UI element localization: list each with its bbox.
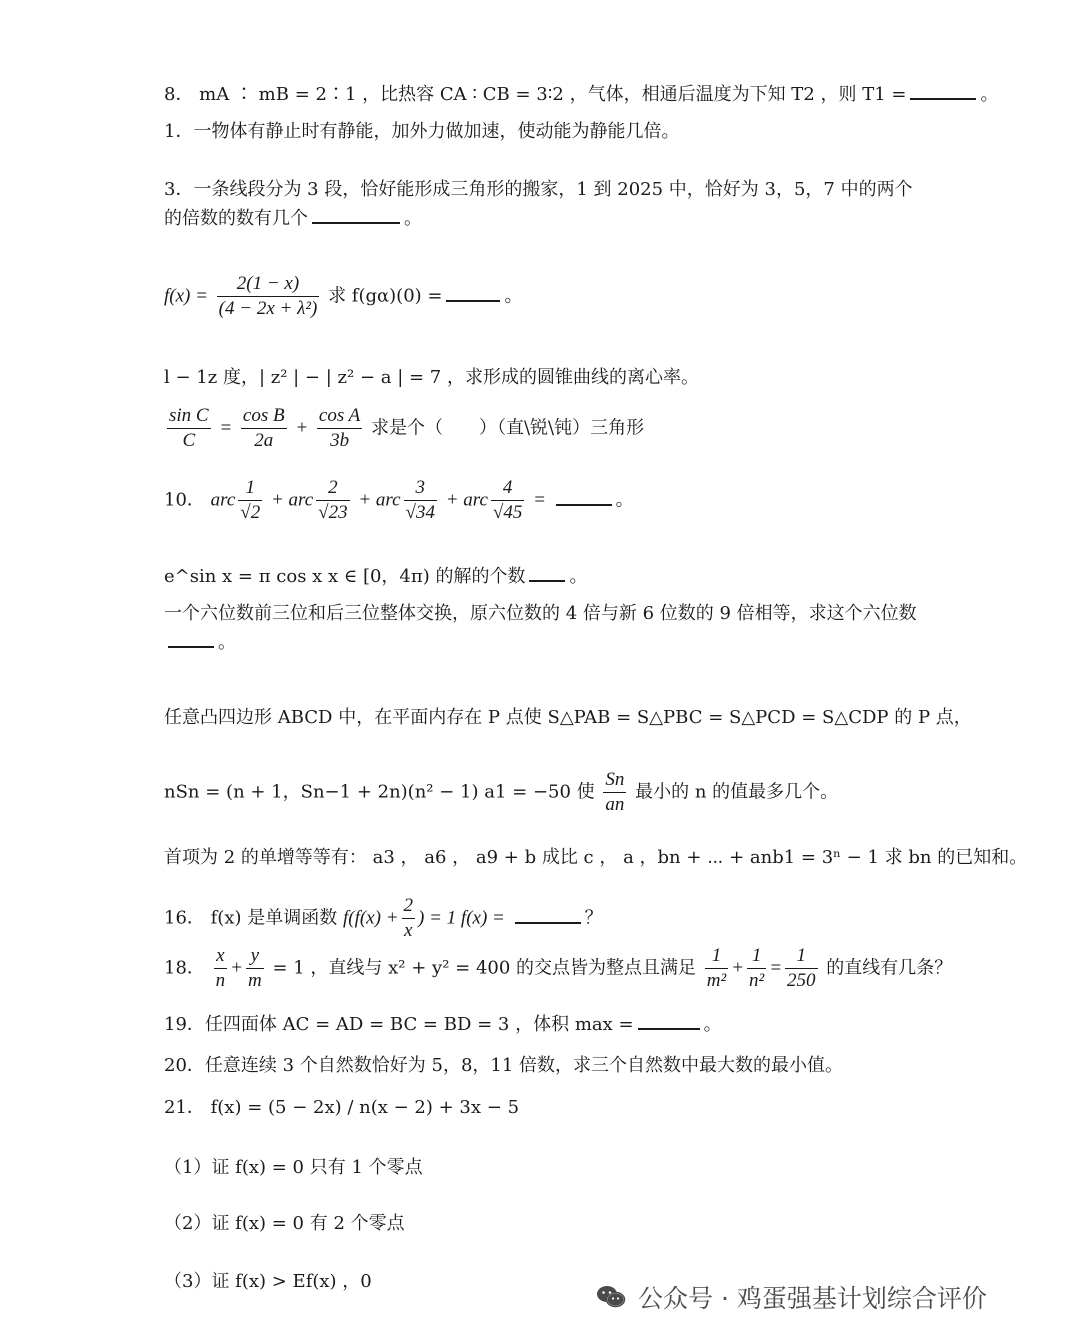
answer-blank — [638, 1010, 700, 1030]
problem-19: 19．任四面体 AC = AD = BC = BD = 3 ，体积 max = 。 — [164, 1010, 930, 1039]
answer-blank — [312, 204, 400, 224]
arc-fraction: $\frac{2}{√23}$ — [318, 477, 348, 523]
problem-18: 18． $\frac{x}{n}$ + $\frac{y}{m}$ = 1 ，直线与 x² + y² = 400 的交点皆为整点且满足 $\frac{1}{\text{m²}}$ + $\frac{1}{\text{n²}}$ = $\frac{1}{250}$ 的直线有几条？ — [164, 945, 953, 991]
problem-16: 16． f(x) 是单调函数 f(f(x) + $\frac{2}{x}$ ) = 1 f(x) = ？ — [164, 895, 603, 941]
problem-21-part-3: （3）证 f(x) > Ef(x) ，0 — [164, 1271, 372, 1292]
arc-fraction: $\frac{1}{√2}$ — [240, 477, 261, 523]
problem-triangle: $\frac{\text{sin C}}{C}$ = $\frac{\text{cos B}}{2a}$ + $\frac{\text{cos A}}{3b}$ 求是个（ ）（直\锐\钝）三角形 — [169, 405, 645, 451]
answer-blank — [515, 904, 581, 924]
problem-1: 1．一物体有静止时有静能，加外力做加速，使动能为静能几倍。 — [164, 121, 680, 142]
answer-blank — [556, 486, 612, 506]
answer-blank — [446, 282, 500, 302]
problem-exponential: e^sin x = π cos x x ∈ [0，4π) 的解的个数 。 — [164, 562, 930, 591]
arc-fraction: $\frac{4}{√45}$ — [492, 477, 523, 523]
problem-complex: l − 1z 度，| z² | − | z² − a | = 7 ，求形成的圆锥曲线的离心率。 — [164, 367, 699, 388]
problem-3: 3．一条线段分为 3 段，恰好能形成三角形的搬家，1 到 2025 中，恰好为 3，5，7 中的两个的倍数的数有几个 。 — [164, 179, 913, 229]
problem-21: 21． f(x) = (5 − 2x) / n(x − 2) + 3x − 5 — [164, 1097, 520, 1118]
watermark — [596, 1279, 987, 1315]
problem-10: 10． arc $\frac{1}{√2}$ + arc $\frac{2}{√23}$ + arc $\frac{3}{√34}$ + arc $\frac{4}{√45}$ = 。 — [164, 477, 634, 523]
problem-sequence: nSn = (n + 1，Sn−1 + 2n)(n² − 1) a1 = −50 使 $\frac{Sn}{an}$ 最小的 n 的值最多几个。 — [164, 769, 839, 815]
problem-8: 8． mA ∶ mB = 2∶1 ，比热容 CA ∶ CB = 3∶2 ，气体，相通后温度为下知 T2 ，则 T1 = 。 — [164, 80, 930, 109]
arc-fraction: $\frac{3}{√34}$ — [405, 477, 435, 523]
problem-function: f(x) = $\frac{2(1 - x)}{\text{(4 − 2x + λ²)}}$ 求 f(gα)(0) = 。 — [164, 273, 523, 319]
problem-21-part-1: （1）证 f(x) = 0 只有 1 个零点 — [164, 1157, 423, 1178]
problem-21-part-2: （2）证 f(x) = 0 有 2 个零点 — [164, 1213, 405, 1234]
problem-six-digit: 一个六位数前三位和后三位整体交换，原六位数的 4 倍与新 6 位数的 9 倍相等，求这个六位数。 — [164, 603, 917, 653]
problem-geometric: 首项为 2 的单增等等有： a3 ， a6 ， a9 + b 成比 c ， a ，bn + ⋯ + anb1 = 3ⁿ − 1 求 bn 的已知和。 — [164, 847, 1028, 868]
watermark-text: 公众号 · 鸡蛋强基计划综合评价 — [638, 1284, 987, 1313]
fraction: $\frac{2(1 - x)}{\text{(4 − 2x + λ²)}}$ — [218, 273, 318, 319]
problem-quadrilateral: 任意凸四边形 ABCD 中，在平面内存在 P 点使 S△PAB = S△PBC = S△PCD = S△CDP 的 P 点， — [164, 707, 972, 728]
answer-blank — [910, 80, 976, 100]
answer-blank — [168, 628, 214, 648]
wechat-icon — [596, 1284, 626, 1310]
answer-blank — [529, 562, 565, 582]
problem-20: 20．任意连续 3 个自然数恰好为 5，8，11 倍数，求三个自然数中最大数的最小值。 — [164, 1055, 844, 1076]
